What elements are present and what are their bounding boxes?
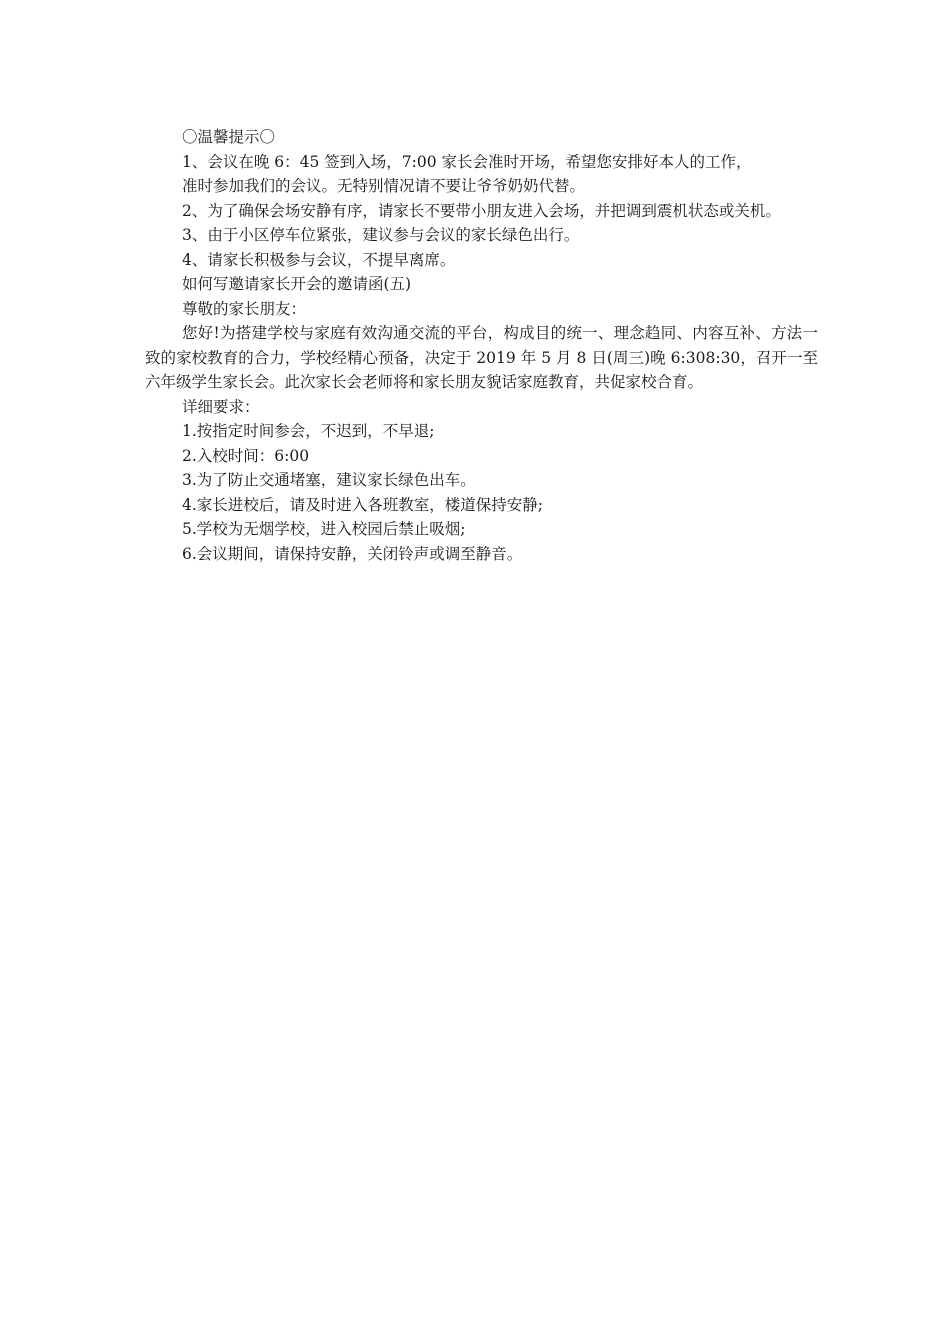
tips-title: 〇温馨提示〇 [182, 128, 276, 146]
body-paragraph: 您好!为搭建学校与家庭有效沟通交流的平台，构成目的统一、理念趋同、内容互补、方法一致的家校教育的合力，学校经精心预备，决定于 2019 年 5 月 8 日(周三)晚 6:308:30，召开一至六年级学生家长会。此次家长会老师将和家长朋友貌话家庭教育，共促家校合育。 [145, 324, 818, 391]
requirement-item: 5.学校为无烟学校，进入校园后禁止吸烟; [182, 520, 466, 538]
salutation: 尊敬的家长朋友： [182, 299, 307, 318]
section-heading: 如何写邀请家长开会的邀请函(五) [182, 275, 412, 293]
requirement-item: 3.为了防止交通堵塞，建议家长绿色出车。 [182, 471, 476, 489]
requirements-title: 详细要求： [182, 397, 260, 416]
tip-1-line-1: 1、会议在晚 6：45 签到入场，7:00 家长会准时开场，希望您安排好本人的工作， [182, 152, 752, 171]
document-body [145, 125, 818, 566]
requirement-item: 1.按指定时间参会，不迟到，不早退; [182, 422, 435, 440]
tip-1-line-2: 准时参加我们的会议。无特别情况请不要让爷爷奶奶代替。 [182, 177, 586, 195]
tip-4: 4、请家长积极参与会议，不提早离席。 [182, 250, 456, 269]
tip-2: 2、为了确保会场安静有序，请家长不要带小朋友进入会场，并把调到震机状态或关机。 [182, 201, 781, 220]
requirement-item: 4.家长进校后，请及时进入各班教室，楼道保持安静; [182, 495, 544, 514]
tip-3: 3、由于小区停车位紧张，建议参与会议的家长绿色出行。 [182, 226, 580, 244]
requirement-item: 2.入校时间：6:00 [182, 446, 310, 465]
requirement-item: 6.会议期间，请保持安静，关闭铃声或调至静音。 [182, 544, 523, 563]
